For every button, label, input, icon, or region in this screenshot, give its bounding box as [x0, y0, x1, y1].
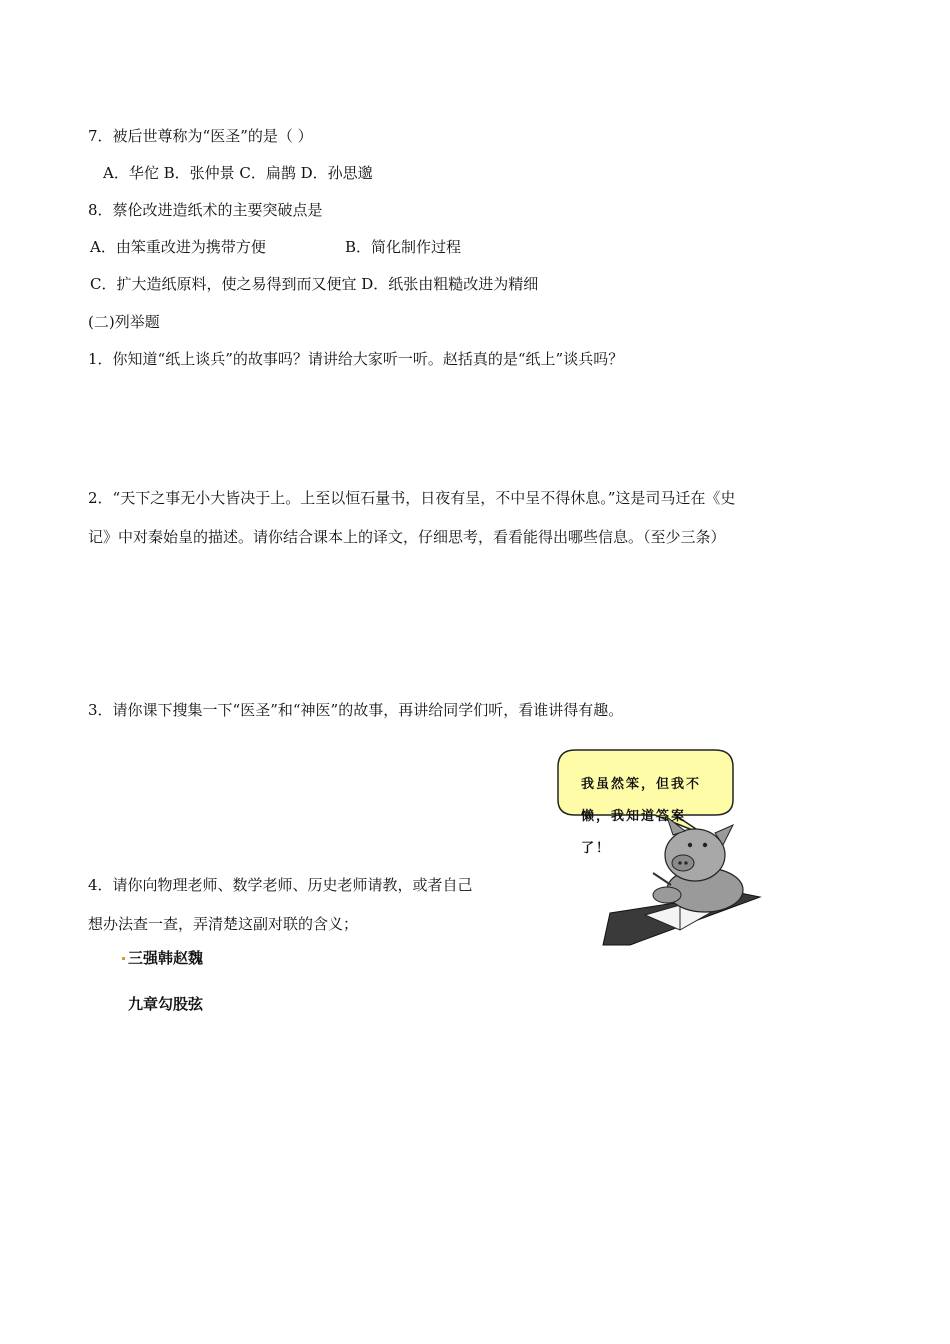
bullet-dot [122, 957, 125, 960]
bubble-line1: 我虽然笨，但我不 [581, 777, 702, 792]
bubble-line2: 懒，我知道答案 [581, 809, 687, 824]
q7-stem: 7．被后世尊称为“医圣”的是（ ） [88, 127, 313, 145]
question-4-line1: 4．请你向物理老师、数学老师、历史老师请教，或者自己 [88, 876, 473, 894]
q8-stem: 8．蔡伦改进造纸术的主要突破点是 [88, 201, 323, 219]
question-4-line2: 想办法查一查，弄清楚这副对联的含义； [88, 915, 359, 933]
question-2-line1: 2．“天下之事无小大皆决于上。上至以恒石量书，日夜有呈，不中呈不得休息。”这是司马迁在《史 [88, 489, 736, 507]
couplet-line1-text: 三强韩赵魏 [128, 949, 204, 967]
couplet-line2: 九章勾股弦 [128, 995, 204, 1013]
bubble-line3: 了！ [581, 841, 612, 856]
q8-option-a: A．由笨重改进为携带方便 [90, 238, 266, 256]
q8-option-cd: C．扩大造纸原料，使之易得到而又便宜 D．纸张由粗糙改进为精细 [90, 275, 539, 293]
couplet-line1 [122, 948, 203, 968]
section-heading: (二)列举题 [88, 313, 160, 331]
question-2-line2: 记》中对秦始皇的描述。请你结合课本上的译文，仔细思考，看看能得出哪些信息。（至少三条） [88, 528, 726, 546]
pig-head [665, 829, 725, 881]
q8-option-b: B．简化制作过程 [345, 238, 462, 256]
question-3: 3．请你课下搜集一下“医圣”和“神医”的故事，再讲给同学们听，看谁讲得有趣。 [88, 701, 624, 719]
pig-reading-illustration [555, 745, 765, 950]
q7-options: A．华佗 B．张仲景 C．扁鹊 D．孙思邈 [103, 164, 373, 182]
question-1: 1．你知道“纸上谈兵”的故事吗？请讲给大家听一听。赵括真的是“纸上”谈兵吗？ [88, 350, 624, 368]
